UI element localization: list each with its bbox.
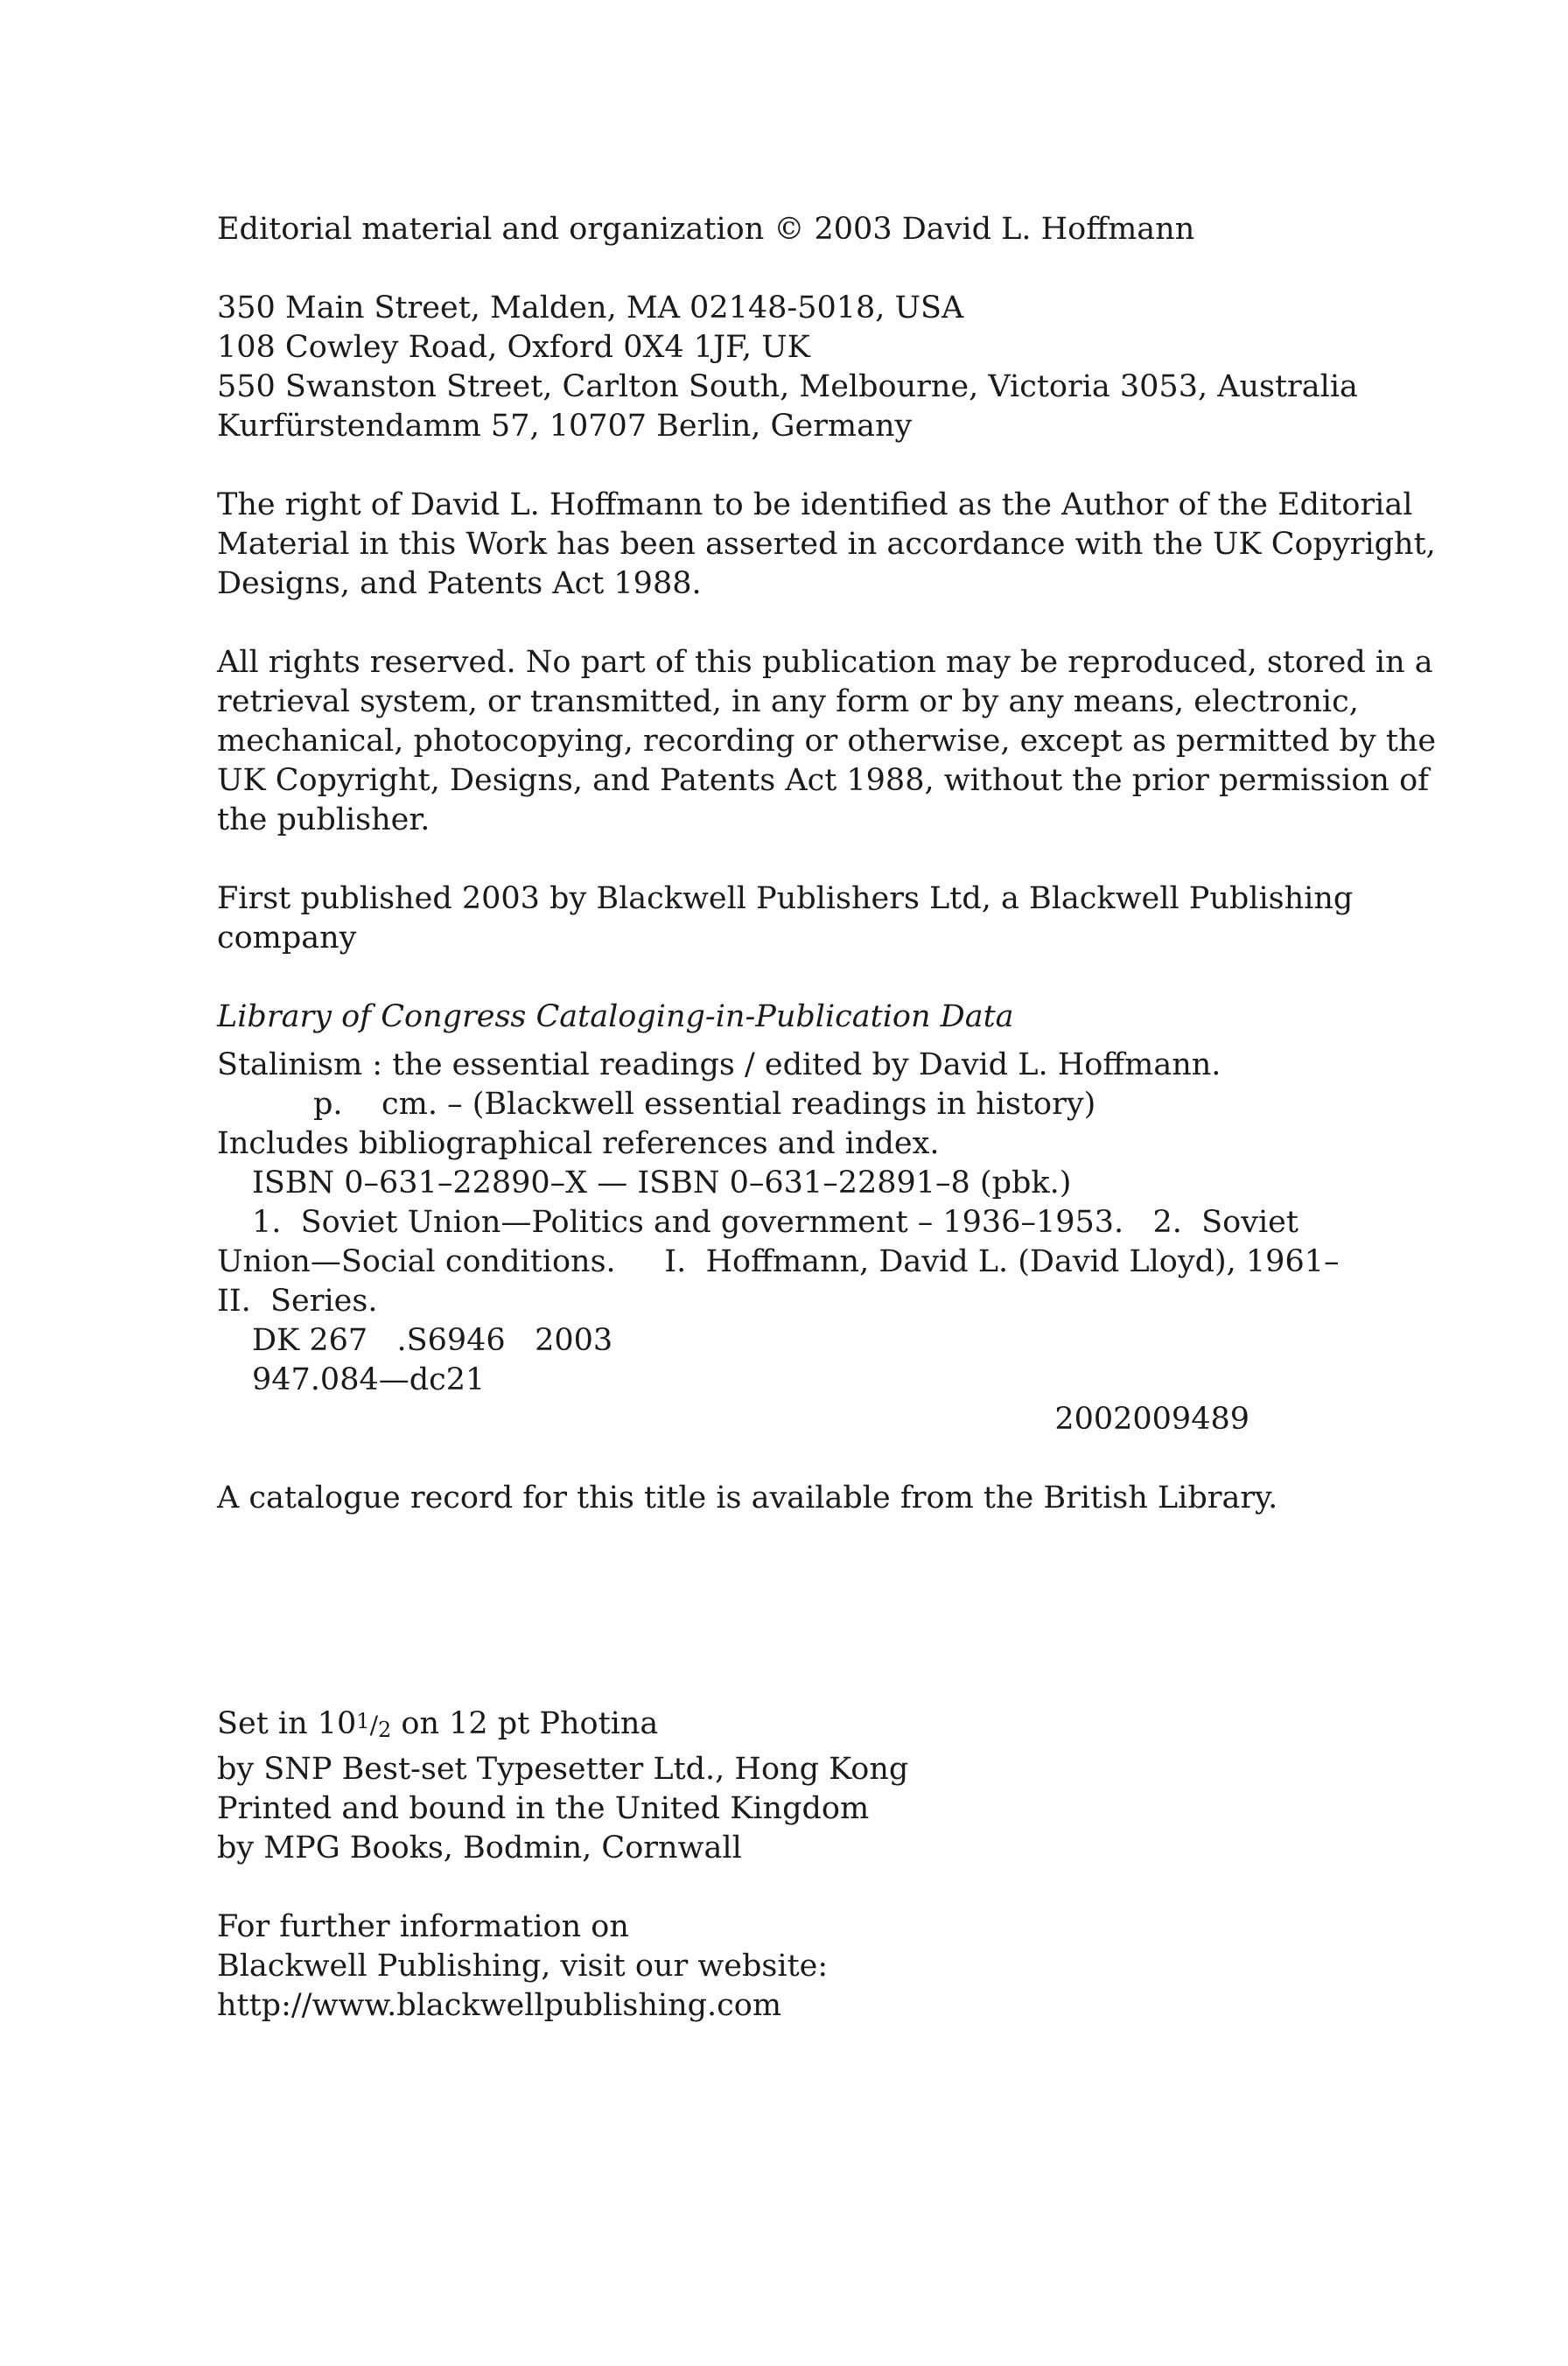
moral-rights-statement <box>217 486 1436 604</box>
address-line: 108 Cowley Road, Oxford 0X4 1JF, UK <box>217 330 810 365</box>
moral-rights-line: Designs, and Patents Act 1988. <box>217 566 702 601</box>
rights-line: UK Copyright, Designs, and Patents Act 1988, without the prior permission of <box>217 763 1430 798</box>
fraction-slash: / <box>369 1711 378 1740</box>
british-library-statement <box>217 1479 1372 1518</box>
cip-series-line: p. cm. – (Blackwell essential readings in history) <box>313 1087 1096 1122</box>
further-info-line: For further information on <box>217 1909 629 1944</box>
copyright-notice <box>217 210 1372 249</box>
set-in-prefix: Set in 10 <box>217 1706 357 1741</box>
typesetting-info <box>217 1702 1372 1868</box>
further-info-line: Blackwell Publishing, visit our website: <box>217 1949 829 1984</box>
rights-line: retrieval system, or transmitted, in any form or by any means, electronic, <box>217 684 1359 719</box>
rights-line: the publisher. <box>217 802 430 837</box>
cip-isbn-line: ISBN 0–631–22890–X — ISBN 0–631–22891–8 (pbk.) <box>252 1166 1072 1200</box>
cip-heading-block <box>217 998 1372 1037</box>
moral-rights-line: The right of David L. Hoffmann to be identified as the Author of the Editorial <box>217 487 1413 522</box>
cip-dewey-line: 947.084—dc21 <box>252 1362 486 1397</box>
cip-bibliography-line: Includes bibliographical references and index. <box>217 1126 940 1161</box>
website-url: http://www.blackwellpublishing.com <box>217 1988 782 2023</box>
rights-line: mechanical, photocopying, recording or otherwise, except as permitted by the <box>217 724 1437 759</box>
cip-record <box>217 1046 1372 1439</box>
cip-heading: Library of Congress Cataloging-in-Publication Data <box>217 999 1014 1034</box>
set-in-line <box>217 1702 1372 1750</box>
copyright-line: Editorial material and organization © 2003 David L. Hoffmann <box>217 212 1195 247</box>
first-published-line: First published 2003 by Blackwell Publishers Ltd, a Blackwell Publishing <box>217 881 1354 916</box>
typesetting-line: Printed and bound in the United Kingdom <box>217 1791 870 1826</box>
cip-subjects-line: 1. Soviet Union—Politics and government – 1936–1953. 2. Soviet <box>252 1205 1298 1240</box>
cip-lc-class-line: DK 267 .S6946 2003 <box>252 1323 613 1358</box>
typesetting-line: by MPG Books, Bodmin, Cornwall <box>217 1830 742 1866</box>
rights-reserved-statement <box>217 643 1437 840</box>
address-line: Kurfürstendamm 57, 10707 Berlin, Germany <box>217 409 913 444</box>
further-info-block <box>217 1908 1372 2026</box>
cip-subjects-line: Union—Social conditions. I. Hoffmann, David L. (David Lloyd), 1961– <box>217 1244 1340 1279</box>
cip-lccn-line: 2002009489 <box>1054 1402 1250 1437</box>
address-line: 550 Swanston Street, Carlton South, Melbourne, Victoria 3053, Australia <box>217 369 1358 404</box>
cip-subjects-line: II. Series. <box>217 1284 378 1319</box>
typesetting-line: by SNP Best-set Typesetter Ltd., Hong Kong <box>217 1752 909 1787</box>
copyright-page <box>217 210 1437 2026</box>
publisher-addresses <box>217 289 1372 446</box>
set-in-suffix: on 12 pt Photina <box>391 1706 659 1741</box>
fraction-numerator: 1 <box>356 1709 370 1733</box>
cip-title-line: Stalinism : the essential readings / edited by David L. Hoffmann. <box>217 1047 1222 1082</box>
address-line: 350 Main Street, Malden, MA 02148-5018, USA <box>217 290 964 326</box>
british-library-line: A catalogue record for this title is available from the British Library. <box>217 1480 1278 1516</box>
first-published-line: company <box>217 920 357 956</box>
first-published-statement <box>217 879 1372 958</box>
fraction-denominator: 2 <box>378 1718 392 1742</box>
rights-line: All rights reserved. No part of this publication may be reproduced, stored in a <box>217 645 1433 680</box>
moral-rights-line: Material in this Work has been asserted in accordance with the UK Copyright, <box>217 527 1436 562</box>
